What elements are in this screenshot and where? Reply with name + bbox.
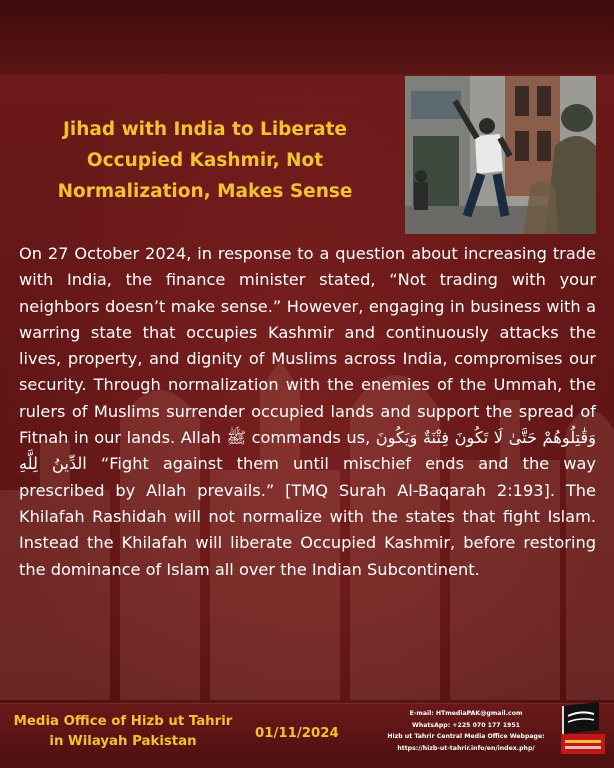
news-photo xyxy=(405,76,596,234)
hizb-ut-tahrir-logo-icon xyxy=(559,700,607,756)
media-office-name xyxy=(12,712,234,752)
contact-info xyxy=(378,708,554,754)
arabic-verse: وَقَٰتِلُوهُمْ حَتَّىٰ لَا تَكُونَ فِتْنَةٌ وَيَكُونَ الدِّينُ لِلَّهِ xyxy=(19,428,596,474)
footer xyxy=(0,703,614,768)
contact-email[interactable]: E-mail: HTmediaPAK@gmail.com xyxy=(409,710,523,717)
webpage-link[interactable]: https://hizb-ut-tahrir.info/en/index.php/ xyxy=(397,744,535,752)
top-band xyxy=(0,0,614,74)
page-title: Jihad with India to Liberate Occupied Kashmir, Not Normalization, Makes Sense xyxy=(57,119,353,202)
publication-date: 01/11/2024 xyxy=(255,726,339,741)
webpage-label: Hizb ut Tahrir Central Media Office Webpage: xyxy=(387,733,545,740)
article-paragraph-2: “Fight against them until mischief ends and the way prescribed by Allah prevails.” [TMQ Surah Al-Baqarah 2:193]. The Khilafah Rashidah will not normalize with the states that fight Islam. Instead the Khilafah will liberate Occupied Kashmir, before restoring the dominance of Islam all over the Indian Subcontinent. xyxy=(19,454,597,579)
photo-illustration xyxy=(405,76,596,234)
office-line-1: Media Office of Hizb ut Tahrir xyxy=(13,714,233,729)
article-body xyxy=(19,241,596,583)
article-paragraph-1: On 27 October 2024, in response to a question about increasing trade with India, the finance minister stated, “Not trading with your neighbors doesn’t make sense.” However, engaging in business with a warring state that occupies Kashmir and continuously attacks the lives, property, and dignity of Muslims across India, compromises our security. Through normalization with the enemies of the Ummah, the rulers of Muslims surrender occupied lands and support the spread of Fitnah in our lands. Allah ﷺ commands us, xyxy=(19,244,596,448)
contact-whatsapp[interactable]: WhatsApp: +225 070 177 1951 xyxy=(412,721,520,729)
office-line-2: in Wilayah Pakistan xyxy=(49,734,197,749)
